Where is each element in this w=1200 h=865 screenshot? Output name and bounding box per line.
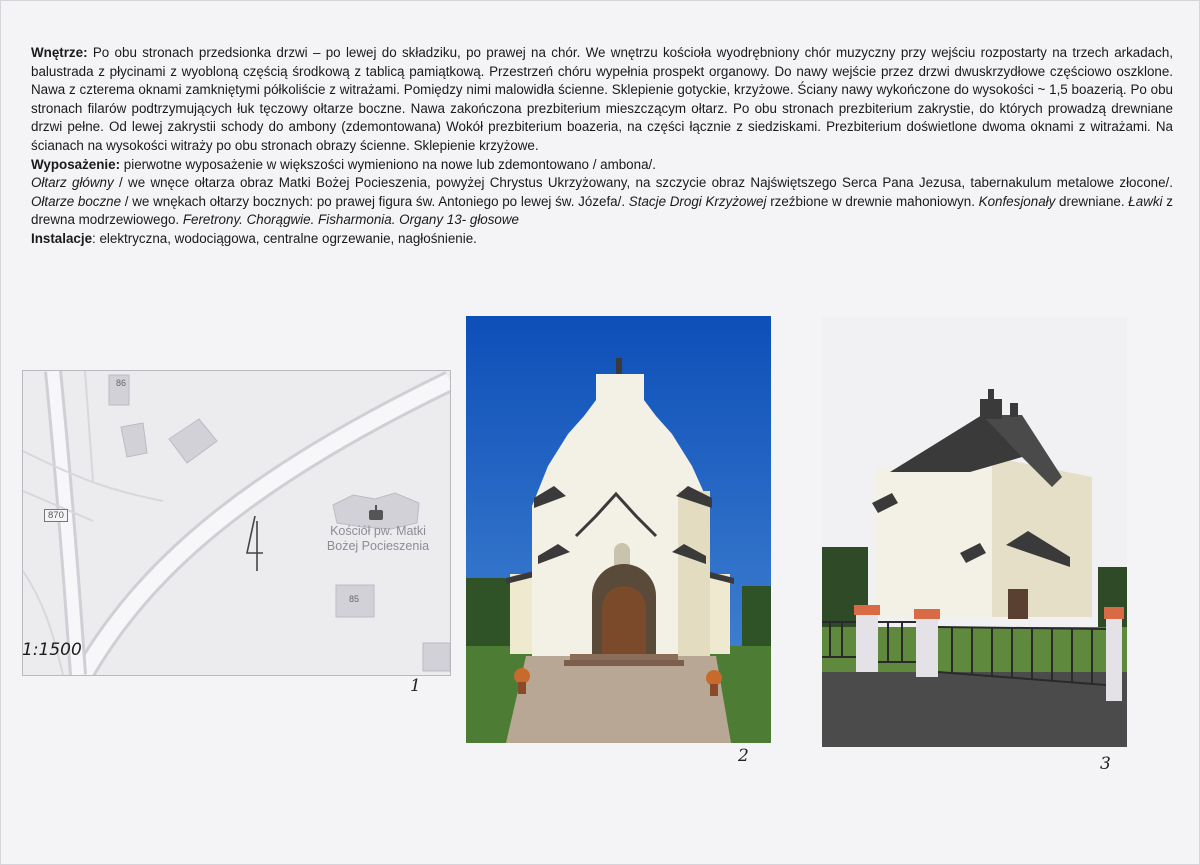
main-altar-text: / we wnęce ołtarza obraz Matki Bożej Pocieszenia, powyżej Chrystus Ukrzyżowany, na szczycie obraz Najświętszego Serca Pana Jezusa, tabernakulum metalowe złocone/. xyxy=(113,175,1173,191)
caption-photo-3: 3 xyxy=(1100,754,1111,774)
caption-photo-1: 1 xyxy=(410,676,421,696)
equipment-text: pierwotne wyposażenie w większości wymieniono na nowe lub zdemontowano / ambona/. xyxy=(120,156,656,172)
interior-paragraph xyxy=(31,44,1173,156)
side-altars-label: Ołtarze boczne xyxy=(31,193,122,209)
main-altar-label: Ołtarz główny xyxy=(31,175,114,191)
photo-church-side xyxy=(822,317,1127,747)
description-text xyxy=(31,44,1173,249)
other-equipment: Feretrony. Chorągwie. Fisharmonia. Organy 13- głosowe xyxy=(182,212,519,228)
map-scale: 1:1500 xyxy=(22,640,82,660)
confessionals-label: Konfesjonały xyxy=(978,193,1056,209)
caption-photo-2: 2 xyxy=(738,746,749,766)
equipment-label: Wyposażenie: xyxy=(31,156,121,172)
equipment-paragraph xyxy=(31,156,1173,175)
facade-drawing xyxy=(466,316,771,743)
equipment-details-paragraph xyxy=(31,174,1173,230)
pews-text: z drewna modrzewiowego. xyxy=(31,193,1173,228)
stations-text: rzeźbione w drewnie mahoniowyn. xyxy=(766,193,979,209)
pews-label: Ławki xyxy=(1128,193,1163,209)
building-number-86: 86 xyxy=(116,378,127,388)
installations-paragraph xyxy=(31,230,1173,249)
church-map-label-line1: Kościół pw. Matki xyxy=(330,524,426,538)
interior-label: Wnętrze: xyxy=(31,45,88,60)
installations-label: Instalacje xyxy=(31,230,93,246)
stations-label: Stacje Drogi Krzyżowej xyxy=(628,193,767,209)
church-map-label-line2: Bożej Pocieszenia xyxy=(326,539,430,553)
photo-church-facade xyxy=(466,316,771,743)
location-map xyxy=(22,370,451,676)
interior-text: Po obu stronach przedsionka drzwi – po lewej do składziku, po prawej na chór. We wnętrzu kościoła wyodrębniony chór muzyczny przy wejściu rozpostarty na trzech arkadach, balustrada z płycinami z wyobloną częścią środkową z tablicą pamiątkową. Przestrzeń chóru wypełnia prospekt organowy. Do nawy wejście przez drzwi dwuskrzydłowe częściowo oszklone. Nawa z czterema oknami zamkniętymi półkoliście z witrażami. Pomiędzy nimi malowidła ścienne. Sklepienie gotyckie, krzyżowe. Ściany nawy wykończone do wysokości ~ 1,5 boazerią. Po obu stronach filarów podtrzymujących łuk tęczowy ołtarze boczne. Nawa zakończona prezbiterium mieszczącym ołtarz. Po obu stronach prezbiterium zakrystie, do których prowadzą drewniane drzwi pełne. Od lewej zakrystii schody do ambony (zdemontowana) Wokół prezbiterium boazeria, na części łącznie z siedziskami. Prezbiterium doświetlone dwoma oknami z witrażami. Na ścianach na wysokości witraży po obu stronach obrazy ścienne. Sklepienie krzyżowe. xyxy=(31,45,1173,153)
side-view-drawing xyxy=(822,317,1127,747)
road-number-label: 870 xyxy=(44,509,68,522)
building-number-85: 85 xyxy=(349,594,360,604)
installations-text: : elektryczna, wodociągowa, centralne ogrzewanie, nagłośnienie. xyxy=(92,230,477,246)
map-drawing xyxy=(23,371,450,675)
side-altars-text: / we wnękach ołtarzy bocznych: po prawej figura św. Antoniego po lewej św. Józefa/. xyxy=(121,193,629,209)
church-map-label xyxy=(323,524,433,554)
confessionals-text: drewniane. xyxy=(1055,193,1129,209)
